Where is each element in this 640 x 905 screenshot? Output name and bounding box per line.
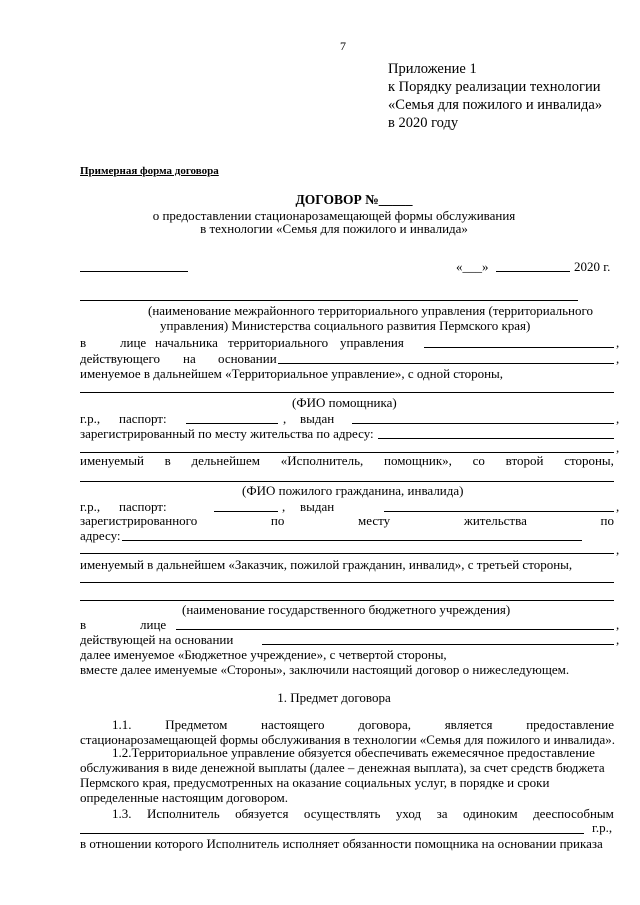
party2-named-3: дельнейшем — [191, 453, 261, 468]
party1-acting-c: основании — [218, 351, 277, 366]
party3-caption: (ФИО пожилого гражданина, инвалида) — [242, 483, 464, 498]
party3-reg-1: зарегистрированного — [80, 513, 198, 528]
page-number: 7 — [340, 39, 346, 53]
party2-registered: зарегистрированный по месту жительства по адресу: — [80, 426, 374, 441]
party3-address-line-2 — [80, 553, 614, 554]
party2-named-5: помощник», — [383, 453, 452, 468]
party3-birth: г.р., — [80, 499, 101, 514]
party1-acting-a: действующего — [80, 351, 160, 366]
party3-line-after — [80, 582, 614, 583]
p13-w7: одиноким — [462, 806, 518, 821]
p11-w2: Предметом — [165, 717, 228, 732]
p12-line4: определенные настоящим договором. — [80, 790, 288, 805]
party1-w4: территориального — [228, 335, 329, 350]
p11-line2: стационарозамещающей формы обслуживания в технологии «Семья для пожилого и инвалида». — [80, 732, 615, 747]
p13-w5: уход — [395, 806, 422, 821]
party1-w5: управления — [340, 335, 404, 350]
appendix-line-1: Приложение 1 — [388, 61, 477, 77]
party3-issued-blank — [384, 511, 614, 512]
p12-line2: обслуживания в виде денежной выплаты (далее – денежная выплата), за счет средств бюджета — [80, 760, 605, 775]
form-label: Примерная форма договора — [80, 165, 219, 177]
party4-w2: лице — [140, 617, 167, 632]
p11-line1 — [112, 717, 614, 733]
party4-caption: (наименование государственного бюджетного учреждения) — [182, 602, 511, 617]
party2-named — [80, 453, 614, 469]
party2-named-4: «Исполнитель, — [280, 453, 364, 468]
p13-name-blank — [80, 833, 584, 834]
p13-w8: дееспособным — [533, 806, 614, 821]
p13-w6: за — [436, 806, 448, 821]
party2-issued-blank — [352, 423, 614, 424]
party2-passport-blank — [186, 423, 278, 424]
appendix-line-4: в 2020 году — [388, 115, 459, 131]
party1-w3: начальника — [155, 335, 218, 350]
section1-heading: 1. Предмет договора — [277, 690, 391, 705]
party2-issued: выдан — [300, 411, 335, 426]
party4-acting: действующей на основании — [80, 632, 234, 647]
p11-w6: предоставление — [526, 717, 614, 732]
appendix-line-3: «Семья для пожилого и инвалида» — [388, 97, 603, 113]
party2-name-line — [80, 392, 614, 393]
party2-named-2: в — [164, 453, 171, 468]
party2-named-1: именуемый — [80, 453, 144, 468]
p11-w1: 1.1. — [112, 717, 132, 732]
party1-name-line — [80, 300, 578, 301]
party2-named-6: со — [472, 453, 485, 468]
appendix-line-2: к Порядку реализации технологии — [388, 79, 601, 95]
p13-w3: обязуется — [235, 806, 289, 821]
party3-passport: паспорт: — [119, 499, 167, 514]
party4-w1: в — [80, 617, 87, 632]
p12-line3: Пермского края, предусмотренных на оказание социальных услуг, в порядке и сроки — [80, 775, 550, 790]
p13-w2: Исполнитель — [146, 806, 220, 821]
date-month-blank — [496, 271, 570, 272]
p11-w4: договора, — [358, 717, 411, 732]
party4-basis-blank — [262, 644, 614, 645]
party2-named-7: второй — [505, 453, 544, 468]
party3-reg-5: по — [600, 513, 614, 528]
party2-named-8: стороны, — [564, 453, 614, 468]
date-year: 2020 г. — [574, 259, 611, 274]
party3-registered — [80, 513, 614, 529]
place-blank — [80, 271, 188, 272]
p13-w1: 1.3. — [112, 806, 132, 821]
date-day: «___» — [456, 259, 489, 274]
party2-passport: паспорт: — [119, 411, 167, 426]
p11-w3: настоящего — [261, 717, 325, 732]
party1-named: именуемое в дальнейшем «Территориальное управление», с одной стороны, — [80, 366, 504, 381]
party3-reg-2: по — [270, 513, 285, 528]
party3-passport-blank — [214, 511, 278, 512]
p12-line1: 1.2.Территориальное управление обязуется обеспечивать ежемесячное предоставление — [112, 745, 595, 760]
party2-birth: г.р., — [80, 411, 101, 426]
party1-basis-blank — [278, 363, 614, 364]
party1-caption-1: (наименование межрайонного территориального управления (территориального — [148, 303, 593, 318]
parties-together: вместе далее именуемые «Стороны», заключили настоящий договор о нижеследующем. — [80, 662, 570, 677]
contract-title: ДОГОВОР №_____ — [295, 192, 413, 207]
p13-line3: в отношении которого Исполнитель исполняет обязанности помощника на основании приказа — [80, 836, 603, 851]
party1-w2: лице — [120, 335, 147, 350]
contract-subtitle-2: в технологии «Семья для пожилого и инвалида» — [200, 221, 468, 236]
party3-issued: выдан — [300, 499, 335, 514]
p11-w5: является — [444, 717, 493, 732]
party3-name-line — [80, 481, 614, 482]
party4-name-line — [80, 600, 614, 601]
party1-head-blank — [424, 347, 614, 348]
party3-reg-4: жительства — [463, 513, 527, 528]
party4-person-blank — [176, 629, 614, 630]
contract-subtitle-1: о предоставлении стационарозамещающей формы обслуживания — [152, 208, 516, 223]
party3-reg-3: месту — [358, 513, 391, 528]
party3-named: именуемый в дальнейшем «Заказчик, пожилой гражданин, инвалид», с третьей стороны, — [80, 557, 573, 572]
party4-named: далее именуемое «Бюджетное учреждение», с четвертой стороны, — [80, 647, 447, 662]
p13-line1 — [112, 806, 614, 822]
party1-w1: в — [80, 335, 87, 350]
party2-caption: (ФИО помощника) — [292, 395, 397, 410]
p13-birth: г.р., — [592, 820, 613, 835]
p13-w4: осуществлять — [303, 806, 381, 821]
party3-address-blank — [122, 540, 582, 541]
party2-address-blank — [378, 438, 614, 439]
party1-acting-b: на — [183, 351, 196, 366]
party1-caption-2: управления) Министерства социального развития Пермского края) — [160, 318, 531, 333]
party3-address: адресу: — [80, 528, 121, 543]
